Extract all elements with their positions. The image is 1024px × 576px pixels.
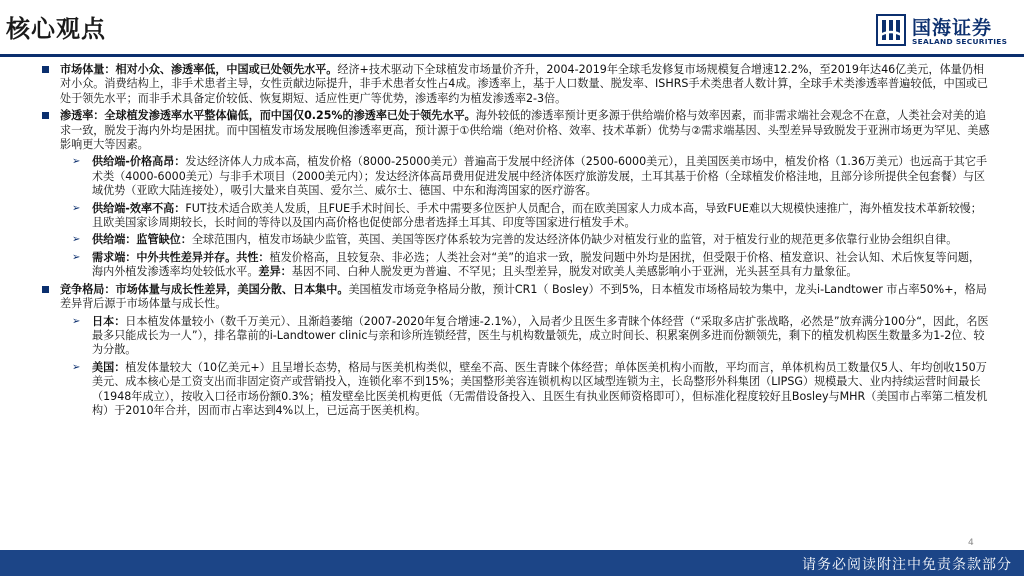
sub-bullet-text-2: 基因不同、白种人脱发更为普遍、不罕见；且头型差异，脱发对欧美人美感影响小于亚洲，光头甚至具有力量象征。 [291, 265, 858, 279]
page-number: 4 [968, 538, 974, 548]
arrow-bullet-icon: ➢ [72, 202, 81, 214]
arrow-bullet-icon: ➢ [72, 251, 81, 263]
sub-bullet-heading: 日本： [92, 314, 126, 328]
arrow-bullet-icon: ➢ [72, 315, 81, 327]
sub-bullet-heading-2: 差异： [258, 265, 292, 279]
bullet-heading: 市场体量：相对小众、渗透率低，中国或已处领先水平。 [60, 63, 338, 76]
bullet-heading: 竞争格局：市场体量与成长性差异，美国分散、日本集中。 [60, 282, 349, 296]
logo-text-en: SEALAND SECURITIES [912, 37, 1008, 46]
square-bullet-icon [42, 286, 49, 293]
sub-bullet-text: 植发价格高，且较复杂、非必选；人类社会对“美”的追求一致，脱发问题中外均是困扰，但受限于价格、植发意识、社会认知、术后恢复等问题，海内外植发渗透率均处较低水平。 [92, 250, 980, 279]
sub-bullet-heading: 需求端：中外共性差异并存。共性： [92, 250, 270, 264]
disclaimer-link[interactable]: 请务必阅读附注中免责条款部分 [802, 557, 1012, 573]
sealand-logo-icon [876, 14, 906, 46]
page-title: 核心观点 [6, 15, 106, 43]
bullet-penetration [40, 109, 990, 152]
bullet-competition [40, 283, 990, 312]
sub-bullet-heading: 供给端-效率不高： [92, 201, 186, 215]
bullet-text: 海外较低的渗透率预计更多源于供给端价格与效率因素，而非需求端社会观念不在意，人类社会对美的追求一致，脱发于海内外均是困扰。而中国植发市场发展晚但渗透率更高，预计源于①供给端（绝对价格、效率、技术革新）优势与②需求端基因、头型差异导致脱发于亚洲市场更为罕见、美感影响更大等因素。 [60, 109, 990, 152]
bullet-heading: 渗透率：全球植发渗透率水平整体偏低，而中国仅0.25%的渗透率已处于领先水平。 [60, 109, 476, 123]
header [0, 0, 1024, 56]
sub-bullet-text: FUT技术适合欧美人发质，且FUE手术时间长、手术中需要多位医护人员配合，而在欧美国家人力成本高，导致FUE难以大规模快速推广，海外植发技术革新较慢；且欧美国家诊周期较长，长时间的等待以及国内高价格也促使部分患者选择土耳其、印度等国家进行植发手术。 [92, 201, 982, 230]
header-divider [0, 54, 1024, 57]
sub-bullet-supply-price [40, 155, 990, 198]
sub-bullet-supply-regulation [40, 233, 990, 247]
sub-bullet-text: 植发体量较大（10亿美元+）且呈增长态势，格局与医美机构类似，壁垒不高、医生青睐个体经营；单体医美机构小而散，平均而言，单体机构员工数量仅5人、年均创收150万美元、成本核心是工资支出而非固定资产或营销投入，连锁化率不到15%；美国整形美容连锁机构以区域型连锁为主，长岛整形外科集团（LIPSG）规模最大、业内持续运营时间最长（1948年成立），按收入口径市场份额0.3%；植发壁垒比医美机构更低（无需借设备投入、且医生有执业医师资格即可），但标准化程度较好且Bosley与MHR（美国市占率第二植发机构）于2010年合并，因而市占率达到4%以上，已远高于医美机构。 [92, 360, 988, 417]
sub-bullet-demand [40, 251, 990, 280]
sub-bullet-text: 日本植发体量较小（数千万美元）、且渐趋萎缩（2007-2020年复合增速-2.1%），入局者少且医生多青睐个体经营（“采取多店扩张战略，必然是”放弃满分100分“，因此，名医最多只能成长为一人”），排名靠前的i-Landtower clinic与亲和诊所连锁经营，医生与机构数量领先，成立时间长、积累案例多进而份额领先，剩下的植发机构医生数量多为1-2位、较为分散。 [92, 314, 989, 357]
arrow-bullet-icon: ➢ [72, 234, 81, 246]
bullet-market-size [40, 63, 990, 106]
sub-bullet-heading: 供给端：监管缺位： [92, 233, 192, 247]
bullet-text: 经济+技术驱动下全球植发市场量价齐升，2004-2019年全球毛发修复市场规模复合增速12.2%，至2019年达46亿美元，体量仍相对小众。消费结构上，非手术患者主导，女性贡献边际提升，非手术患者女性占4成。渗透率上，基于人口数量、脱发率、ISHRS手术类患者人数计算，全球手术类渗透率普遍较低，中国或已处于领先水平；而非手术具备定价较低、恢复期短、适应性更广等优势，渗透率约为植发渗透率2-3倍。 [60, 63, 988, 105]
sub-bullet-text: 全球范围内，植发市场缺少监管，英国、美国等医疗体系较为完善的发达经济体仍缺少对植发行业的监管，对于植发行业的规范更多依靠行业协会组织自律。 [191, 233, 958, 247]
sub-bullet-usa [40, 361, 990, 419]
square-bullet-icon [42, 112, 49, 119]
bullet-text: 美国植发市场竞争格局分散，预计CR1（ Bosley）不到5%，日本植发市场格局较为集中，龙头i-Landtower 市占率50%+，格局差异背后源于市场体量与成长性。 [60, 282, 987, 311]
logo-text-cn: 国海证券 [912, 17, 993, 39]
sub-bullet-heading: 供给端-价格高昂： [92, 155, 186, 169]
sub-bullet-text: 发达经济体人力成本高，植发价格（8000-25000美元）普遍高于发展中经济体（2500-6000美元），且美国医美市场中，植发价格（1.36万美元）也远高于其它手术类（4000-6000美元）与非手术项目（2000美元内）；发达经济体高昂费用促进发展中经济体医疗旅游发展，土耳其基于价格（全球植发价格洼地，且部分诊所提供全包套餐）与区域优势（亚欧大陆连接处），吸引大量来自英国、爱尔兰、威尔士、德国、中东和海湾国家的医疗游客。 [92, 155, 988, 198]
sub-bullet-heading: 美国： [92, 360, 126, 374]
arrow-bullet-icon: ➢ [72, 361, 81, 373]
sub-bullet-japan [40, 315, 990, 358]
square-bullet-icon [42, 66, 49, 73]
company-logo [876, 12, 1016, 50]
content-body [40, 63, 990, 421]
footer-bar [0, 550, 1024, 576]
sub-bullet-supply-efficiency [40, 202, 990, 231]
arrow-bullet-icon: ➢ [72, 156, 81, 168]
